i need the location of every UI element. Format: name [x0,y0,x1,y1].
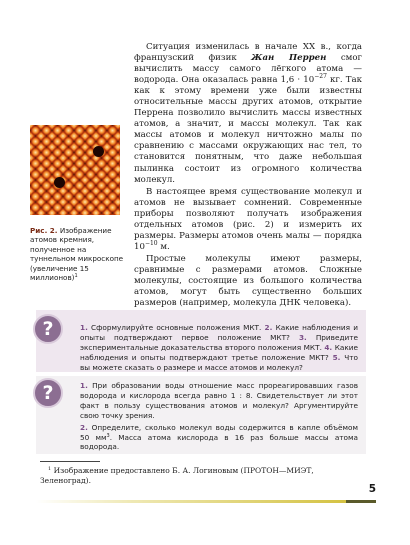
footnote-mark: 1 [48,466,52,472]
question-text: Приведите экспериментальные доказательства второго положения МКТ. [80,332,358,352]
page-number: 5 [368,483,376,495]
task-number: 2. [80,422,88,432]
question-text: Какие наблюдения и опыты подтверждают первое положение МКТ? [80,323,358,342]
silicon-atoms-image [30,125,120,215]
exponent: 3 [106,432,110,439]
question-number: 5. [332,352,341,362]
figure-caption-text: Изображение атомов кремния, полученное на туннельном микроскопе (увеличение 15 миллионов) [30,226,124,283]
task-text-b: . Масса атома кислорода в 16 раз больше массы атома водорода. [80,432,358,452]
main-text [134,42,362,309]
paragraph-1 [134,42,362,186]
question-mark-icon: ? [33,314,63,344]
question-mark-icon: ? [33,378,63,408]
scientist-name: Жан Перрен [251,53,327,64]
review-questions-text [80,323,358,373]
tasks-box [36,376,366,454]
footnote-reference: 1 [74,273,78,280]
footnote [40,466,365,486]
review-questions-box [36,310,366,372]
footer-rule-accent [346,500,376,503]
paragraph-1-text-a: Ситуация изменилась в начале XX в., когда французский физик [134,42,362,64]
question-number: 3. [298,332,307,342]
paragraph-1-text-c: кг. Так как к этому времени уже были известны относительные массы других атомов, открытие Перрена позволило вычислить массы известных атомов, а значит, и массы молекул. Так как массы атомов и молекул ничтожно малы по сравнению с массами окружающих нас тел, то становится понятным, что даже небольшая пылинка состоит из огромного количества молекул. [134,75,362,185]
footnote-divider [40,461,100,462]
question-text: Какие наблюдения и опыты подтверждают третье положение МКТ? [80,342,358,362]
question-text: Сформулируйте основные положения МКТ. [87,323,265,332]
question-text: Что вы можете сказать о размере и массе атомов и молекул? [80,352,358,372]
question-number: 4. [324,342,333,352]
paragraph-3: Простые молекулы имеют размеры, сравнимые с размерами атомов. Сложные молекулы, состоящие из большого количества атомов, могут быть существенно больших размеров (например, молекула ДНК человека). [134,253,362,309]
exponent: −10 [144,239,158,247]
atom-vacancy [93,146,104,157]
paragraph-2-text-a: В настоящее время существование молекул и атомов не вызывает сомнений. Современные приборы позволяют получать изображения отдельных атомов (рис. 2) и измерить их размеры. Размеры атомов очень малы — порядка 10 [134,186,362,252]
tasks-text [80,381,358,452]
question-number: 2. [264,323,273,332]
figure-caption [30,226,124,282]
task-2 [80,423,358,453]
task-text-a: Определите, сколько молекул воды содержится в капле объёмом 50 мм [80,422,358,442]
figure-label: Рис. 2. [30,226,58,235]
footer-rule [36,500,346,503]
task-text: При образовании воды отношение масс прореагировавших газов водорода и кислорода всегда равно 1 : 8. Свидетельствует ли этот факт в пользу существования атомов и молекул? Аргументируйте свою точку зрения. [80,381,358,420]
footnote-text: Изображение предоставлено Б. А. Логиновым (ПРОТОН—МИЭТ, Зеленоград). [40,466,314,486]
exponent: −27 [314,73,327,81]
task-1 [80,381,358,421]
task-number: 1. [80,381,88,390]
paragraph-2-text-b: м. [157,241,170,252]
paragraph-1-text-b: смог вычислить массу самого лёгкого атома — водорода. Она оказалась равна 1,6 · 10 [134,53,362,86]
question-number: 1. [80,323,88,332]
atom-vacancy [54,177,65,188]
paragraph-2 [134,187,362,253]
